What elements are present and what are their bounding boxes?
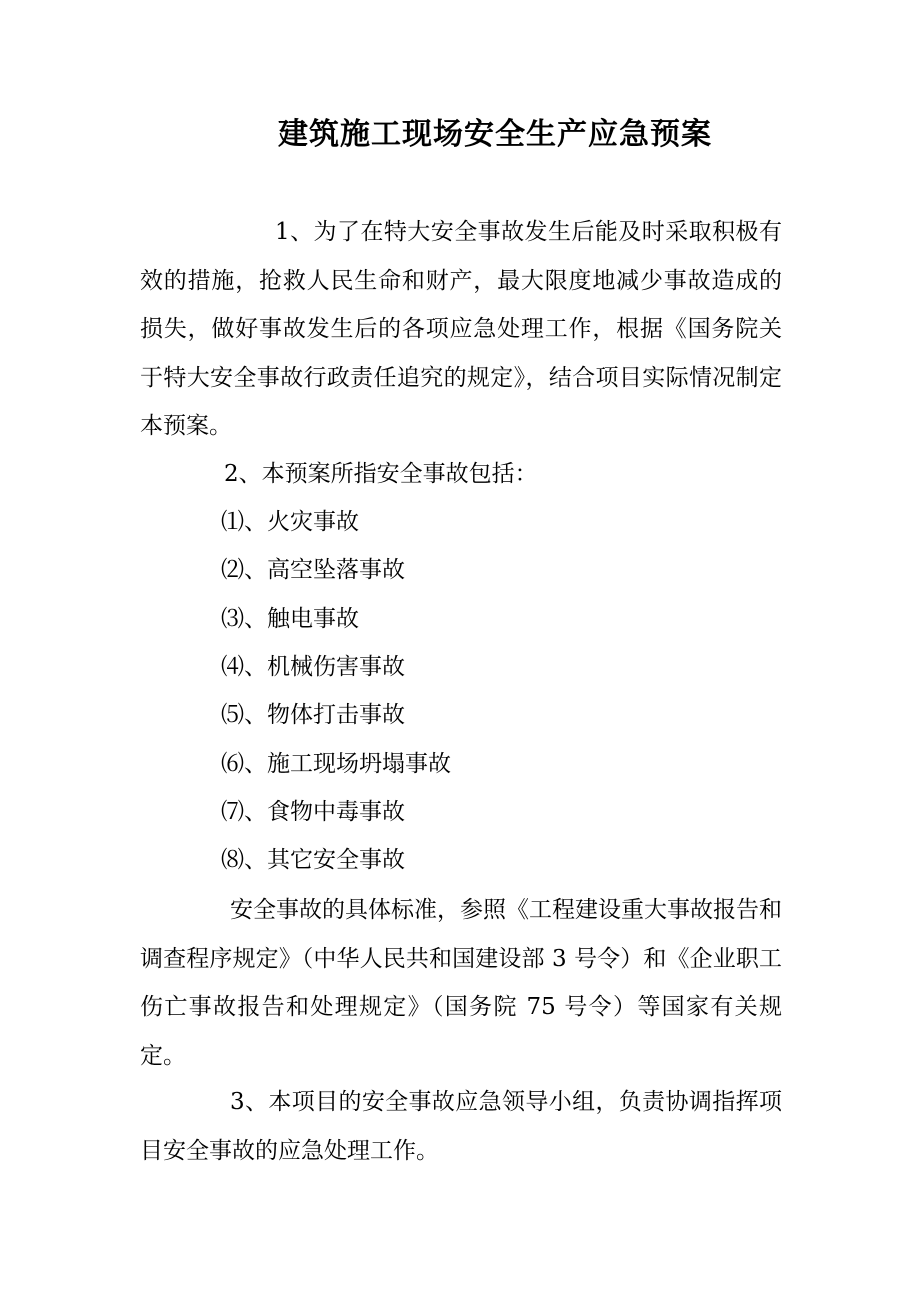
- list-item: ⑶、触电事故: [221, 606, 359, 632]
- document-title: 建筑施工现场安全生产应急预案: [278, 117, 712, 152]
- list-item: ⑷、机械伤害事故: [221, 654, 405, 680]
- list-item: ⑹、施工现场坍塌事故: [221, 751, 451, 777]
- paragraph-4: 3、本项目的安全事故应急领导小组，负责协调指挥项目安全事故的应急处理工作。: [140, 1089, 782, 1164]
- list-item: ⑵、高空坠落事故: [221, 557, 405, 583]
- list-item: ⑺、食物中毒事故: [221, 799, 405, 825]
- paragraph-2: 2、本预案所指安全事故包括：: [224, 461, 538, 487]
- list-item: ⑴、火灾事故: [221, 509, 359, 535]
- list-item: ⑸、物体打击事故: [221, 702, 405, 728]
- paragraph-3: 安全事故的具体标准，参照《工程建设重大事故报告和调查程序规定》（中华人民共和国建设部 3 号令）和《企业职工伤亡事故报告和处理规定》（国务院 75 号令）等国家有关规定。: [140, 897, 782, 1069]
- paragraph-1: 1、为了在特大安全事故发生后能及时采取积极有效的措施，抢救人民生命和财产，最大限度地减少事故造成的损失，做好事故发生后的各项应急处理工作，根据《国务院关于特大安全事故行政责任追究的规定》，结合项目实际情况制定本预案。: [140, 219, 782, 439]
- list-item: ⑻、其它安全事故: [221, 847, 405, 873]
